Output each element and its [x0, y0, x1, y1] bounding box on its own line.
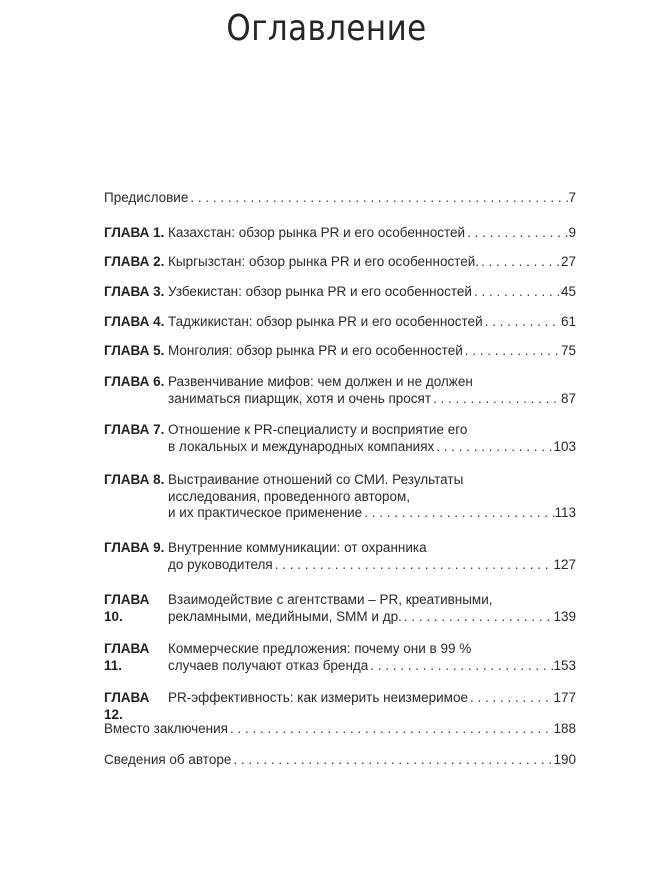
page-number: 27	[560, 254, 576, 269]
chapter-number: ГЛАВА 12.	[104, 690, 150, 722]
leader-dots	[468, 690, 553, 707]
leader-dots	[472, 284, 561, 301]
toc-entry[interactable]	[104, 540, 576, 573]
entry-title-line: Отношение к PR-специалисту и восприятие его	[168, 422, 468, 437]
toc-entry-text	[168, 690, 576, 723]
chapter-number: ГЛАВА 1.	[104, 225, 165, 240]
chapter-number: ГЛАВА 9.	[104, 540, 165, 555]
leader-dots	[431, 391, 561, 408]
toc-entry-text	[104, 190, 576, 207]
toc-entry-text	[168, 422, 576, 455]
page-number: 75	[560, 343, 576, 358]
page-number: 9	[568, 225, 576, 240]
leader-dots	[483, 314, 561, 331]
toc-entry[interactable]	[104, 721, 576, 738]
leader-dots	[434, 439, 553, 456]
toc-entry[interactable]	[104, 225, 576, 242]
toc-entry-text	[168, 472, 576, 522]
leader-dots	[368, 658, 553, 675]
chapter-number: ГЛАВА 11.	[104, 641, 150, 673]
page-number: 87	[560, 390, 576, 406]
toc-entry[interactable]	[104, 190, 576, 207]
toc-entry[interactable]	[104, 592, 576, 625]
toc-entry-text	[168, 592, 576, 625]
toc-entry[interactable]	[104, 422, 576, 455]
page-number: 61	[560, 314, 576, 329]
page-number: 188	[553, 721, 576, 736]
chapter-number: ГЛАВА 5.	[104, 343, 165, 358]
toc-entry[interactable]	[104, 314, 576, 331]
entry-title: Казахстан: обзор рынка PR и его особенностей	[168, 225, 466, 240]
entry-title: Кыргызстан: обзор рынка PR и его особенностей.	[168, 254, 480, 269]
toc-entry[interactable]	[104, 641, 576, 674]
entry-title: Предисловие	[104, 190, 189, 205]
page-number: 153	[553, 657, 576, 673]
leader-dots	[231, 752, 553, 769]
chapter-number: ГЛАВА 7.	[104, 422, 165, 437]
entry-title: рекламными, медийными, SMM и др.	[168, 608, 402, 624]
toc-entry-text	[168, 641, 576, 674]
toc-entry[interactable]	[104, 284, 576, 301]
entry-title: Таджикистан: обзор рынка PR и его особенностей	[168, 314, 483, 329]
toc-entry[interactable]	[104, 343, 576, 360]
entry-title: и их практическое применение	[168, 505, 363, 520]
page-number: 45	[560, 284, 576, 299]
leader-dots	[188, 190, 568, 207]
entry-title-line: Развенчивание мифов: чем должен и не должен	[168, 374, 473, 389]
chapter-number: ГЛАВА 8.	[104, 472, 165, 487]
toc-entry-text	[168, 314, 576, 331]
entry-title: до руководителя	[168, 556, 273, 572]
entry-title: PR-эффективность: как измерить неизмеримое	[168, 690, 468, 705]
toc-entry[interactable]	[104, 690, 576, 723]
toc-entry-text	[168, 540, 576, 573]
entry-title-line: Коммерческие предложения: почему они в 99 %	[168, 641, 472, 656]
entry-title: случаев получают отказ бренда	[168, 657, 369, 673]
leader-dots	[402, 609, 554, 626]
toc-entry[interactable]	[104, 374, 576, 407]
toc-entry-text	[104, 752, 576, 769]
leader-dots	[463, 343, 561, 360]
page-number: 139	[553, 608, 576, 624]
entry-title: Узбекистан: обзор рынка PR и его особенностей	[168, 284, 472, 299]
entry-title: заниматься пиарщик, хотя и очень просят	[168, 390, 432, 406]
leader-dots	[465, 225, 568, 242]
toc-entry-text	[168, 225, 576, 242]
entry-title: Сведения об авторе	[104, 752, 232, 767]
toc-entry-text	[168, 374, 576, 407]
toc-entry-text	[104, 721, 576, 738]
toc-entry-text	[168, 284, 576, 301]
page-number: 190	[553, 752, 576, 767]
toc-entry-text	[168, 254, 576, 271]
page-number: 127	[553, 556, 576, 572]
entry-title: в локальных и международных компаниях	[168, 438, 435, 454]
chapter-number: ГЛАВА 10.	[104, 592, 150, 624]
toc-entry[interactable]	[104, 254, 576, 271]
entry-title: Вместо заключения	[104, 721, 228, 736]
page-number: 103	[553, 438, 576, 454]
leader-dots	[273, 557, 554, 574]
toc-entry[interactable]	[104, 472, 576, 522]
entry-title-line: исследования, проведенного автором,	[168, 488, 411, 504]
leader-dots	[362, 505, 554, 522]
page-number: 7	[568, 190, 576, 205]
leader-dots	[228, 721, 553, 738]
entry-title: Монголия: обзор рынка PR и его особенностей	[168, 343, 463, 358]
toc-entry[interactable]	[104, 752, 576, 769]
entry-title-line: Внутренние коммуникации: от охранника	[168, 540, 427, 555]
page-title: Оглавление	[226, 8, 427, 49]
chapter-number: ГЛАВА 2.	[104, 254, 165, 269]
entry-title-line: Выстраивание отношений со СМИ. Результаты	[168, 472, 464, 487]
entry-title-line: Взаимодействие с агентствами – PR, креативными,	[168, 592, 493, 607]
chapter-number: ГЛАВА 6.	[104, 374, 165, 389]
leader-dots	[479, 254, 561, 271]
page-number: 113	[554, 505, 576, 520]
chapter-number: ГЛАВА 4.	[104, 314, 165, 329]
chapter-number: ГЛАВА 3.	[104, 284, 165, 299]
page-number: 177	[553, 690, 576, 705]
toc-entry-text	[168, 343, 576, 360]
